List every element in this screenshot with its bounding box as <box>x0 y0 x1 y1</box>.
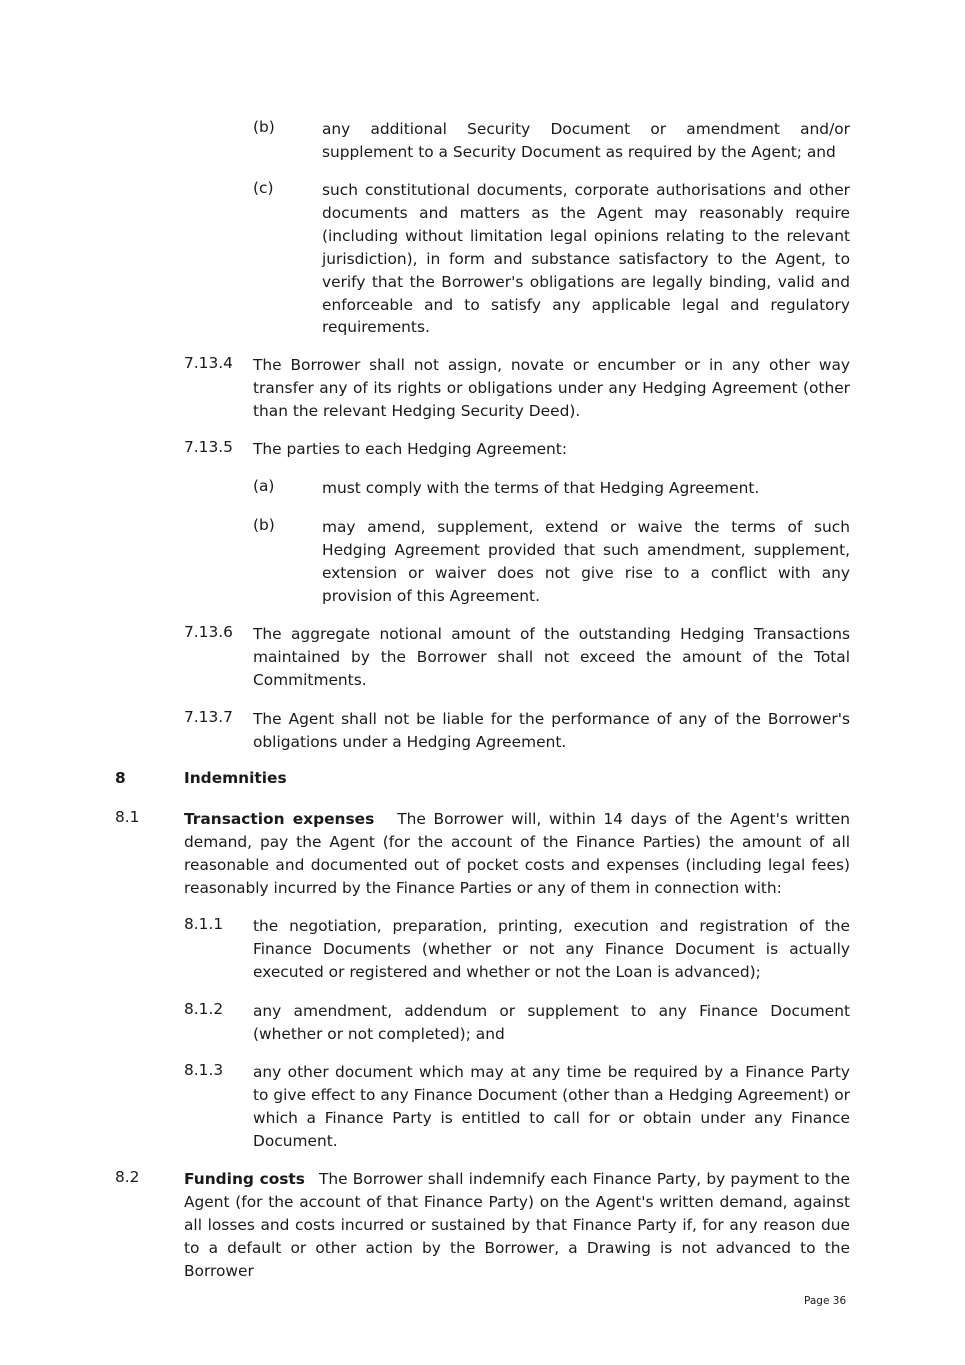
clause-text: may amend, supplement, extend or waive the terms of such Hedging Agreement provided that such amendment, supplement, extension or waiver does not give rise to a conflict with any provision of this Agreement. <box>322 518 850 605</box>
section-number: 8 <box>115 769 126 787</box>
clause-number: 7.13.5 <box>184 438 233 456</box>
clause-text: must comply with the terms of that Hedging Agreement. <box>322 479 760 497</box>
clause-number: 7.13.7 <box>184 708 233 726</box>
clause-number: 7.13.4 <box>184 354 233 372</box>
clause-number: (b) <box>253 118 275 136</box>
section-title: Indemnities <box>184 769 287 787</box>
clause-text: such constitutional documents, corporate authorisations and other documents and matters as the Agent may reasonably require (including without limitation legal opinions relating to the relevant jurisdiction), in form and substance satisfactory to the Agent, to verify that the Borrower's obligations are legally binding, valid and enforceable and to satisfy any applicable legal and regulatory requirements. <box>322 181 850 337</box>
clause-body <box>184 808 850 900</box>
clause-text: The Agent shall not be liable for the performance of any of the Borrower's obligations under a Hedging Agreement. <box>253 710 850 751</box>
clause-number: 8.2 <box>115 1168 140 1186</box>
clause-body <box>184 1168 850 1283</box>
clause-text: The Borrower will, within 14 days of the Agent's written demand, pay the Agent (for the account of the Finance Parties) the amount of all reasonable and documented out of pocket costs and expenses (including legal fees) reasonably incurred by the Finance Parties or any of them in connection with: <box>184 810 850 897</box>
clause-text: any additional Security Document or amendment and/or supplement to a Security Document as required by the Agent; and <box>322 120 850 161</box>
clause-text: The parties to each Hedging Agreement: <box>253 440 568 458</box>
clause-text: The Borrower shall not assign, novate or encumber or in any other way transfer any of its rights or obligations under any Hedging Agreement (other than the relevant Hedging Security Deed). <box>253 356 850 420</box>
clause-text: The Borrower shall indemnify each Finance Party, by payment to the Agent (for the account of that Finance Party) on the Agent's written demand, against all losses and costs incurred or sustained by that Finance Party if, for any reason due to a default or other action by the Borrower, a Drawing is not advanced to the Borrower <box>184 1170 850 1280</box>
page-number: Page 36 <box>804 1295 847 1307</box>
clause-number: 8.1.3 <box>184 1061 224 1079</box>
clause-number: (c) <box>253 179 274 197</box>
clause-heading: Transaction expenses <box>184 810 375 828</box>
clause-heading: Funding costs <box>184 1170 305 1188</box>
clause-number: 8.1.2 <box>184 1000 224 1018</box>
clause-number: 7.13.6 <box>184 623 233 641</box>
clause-number: 8.1 <box>115 808 140 826</box>
clause-text: any amendment, addendum or supplement to any Finance Document (whether or not completed); and <box>253 1002 850 1043</box>
clause-text: The aggregate notional amount of the outstanding Hedging Transactions maintained by the Borrower shall not exceed the amount of the Total Commitments. <box>253 625 850 689</box>
clause-number: 8.1.1 <box>184 915 224 933</box>
clause-text: the negotiation, preparation, printing, execution and registration of the Finance Documents (whether or not any Finance Document is actually executed or registered and whether or not the Loan is advanced); <box>253 917 850 981</box>
clause-number: (a) <box>253 477 275 495</box>
clause-text: any other document which may at any time be required by a Finance Party to give effect to any Finance Document (other than a Hedging Agreement) or which a Finance Party is entitled to call for or obtain under any Finance Document. <box>253 1063 850 1150</box>
clause-number: (b) <box>253 516 275 534</box>
